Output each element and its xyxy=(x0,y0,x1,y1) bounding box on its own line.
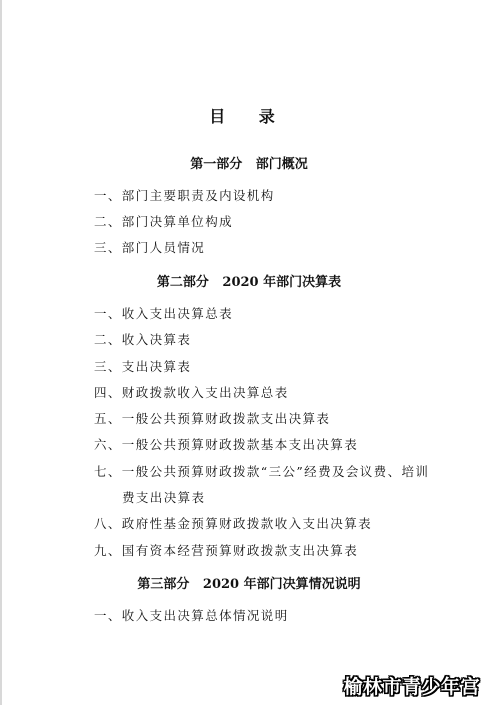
page-title: 目 录 xyxy=(209,107,289,126)
toc-item: 一、收入支出决算总体情况说明 xyxy=(94,608,289,623)
toc-item: 九、国有资本经营预算财政拨款支出决算表 xyxy=(94,543,359,558)
watermark: 榆林市青少年宫 xyxy=(343,676,480,698)
toc-item: 三、部门人员情况 xyxy=(94,240,206,255)
toc-item: 八、政府性基金预算财政拨款收入支出决算表 xyxy=(94,516,373,531)
toc-item: 七、一般公共预算财政拨款“三公”经费及会议费、培训 xyxy=(94,464,430,479)
toc-item: 三、支出决算表 xyxy=(94,359,192,374)
toc-item: 四、财政拨款收入支出决算总表 xyxy=(94,385,289,400)
toc-item: 五、一般公共预算财政拨款支出决算表 xyxy=(94,411,331,426)
part1-heading: 第一部分 部门概况 xyxy=(190,157,308,172)
part2-heading: 第二部分 2020 年部门决算表 xyxy=(156,275,342,290)
toc-item: 六、一般公共预算财政拨款基本支出决算表 xyxy=(94,437,359,452)
toc-item: 一、部门主要职责及内设机构 xyxy=(94,188,275,203)
toc-item: 一、收入支出决算总表 xyxy=(94,306,234,321)
toc-item: 二、部门决算单位构成 xyxy=(94,214,234,229)
part3-heading: 第三部分 2020 年部门决算情况说明 xyxy=(137,577,361,592)
toc-item-continuation: 费支出决算表 xyxy=(122,490,206,505)
toc-item: 二、收入决算表 xyxy=(94,332,192,347)
